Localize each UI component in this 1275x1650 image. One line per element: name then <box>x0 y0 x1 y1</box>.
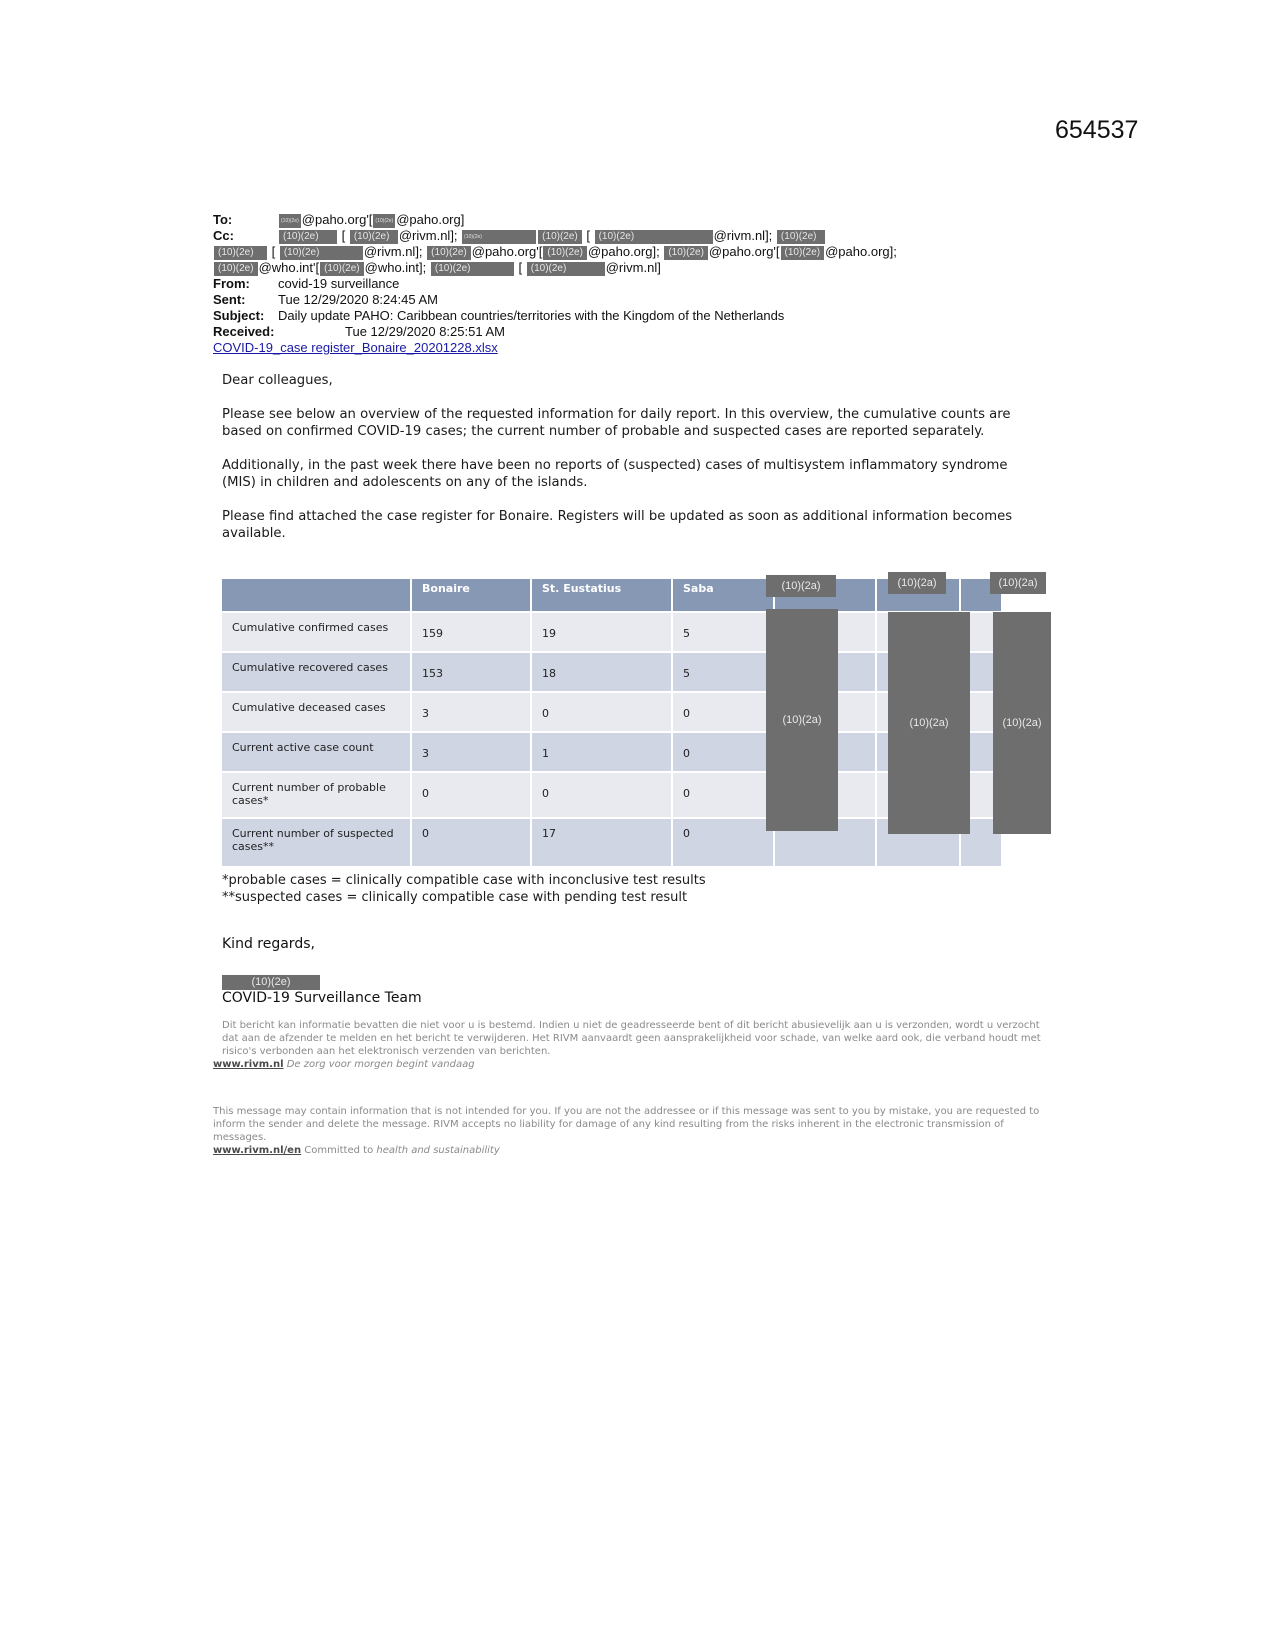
rivm-footer-en <box>213 1144 500 1157</box>
to-label: To: <box>213 212 233 227</box>
subject-line <box>213 308 993 324</box>
cc-address: @paho.org'[ <box>708 244 780 259</box>
to-line <box>213 212 993 228</box>
rivm-footer-nl <box>213 1058 475 1071</box>
cc-address: @rivm.nl]; <box>713 228 773 243</box>
column-header-st-eustatius: St. Eustatius <box>531 579 672 612</box>
cc-line-3: (10)(2e) @who.int'[ (10)(2e) @who.int]; (10)(2e) [ (10)(2e) @rivm.nl] <box>213 260 993 276</box>
redaction-block: (10)(2e) <box>462 230 536 244</box>
rivm-slogan-nl: De zorg voor morgen begint vandaag <box>286 1059 475 1070</box>
disclaimer-english <box>213 1105 1043 1144</box>
row-label: Current active case count <box>222 732 411 772</box>
cell-bonaire: 153 <box>411 652 531 692</box>
cell-st-eustatius: 19 <box>531 612 672 652</box>
paragraph-overview: Please see below an overview of the requested information for daily report. In this overview, the cumulative counts are based on confirmed COVID-19 cases; the current number of probable and suspected cases are reported separately. <box>222 407 1011 439</box>
redaction-header: (10)(2a) <box>888 572 946 594</box>
table-row <box>222 652 1002 692</box>
redaction-block: (10)(2e) <box>543 246 587 260</box>
cell-saba: 0 <box>672 772 774 818</box>
paragraph-mis: Additionally, in the past week there have been no reports of (suspected) cases of multisystem inflammatory syndrome (MIS) in children and adolescents on any of the islands. <box>222 458 1008 490</box>
cc-line-2: (10)(2e) [ (10)(2e) @rivm.nl]; (10)(2e) @paho.org'[ (10)(2e) @paho.org]; (10)(2e) @paho.org'[ (10)(2e) @paho.org]; <box>213 244 993 260</box>
from-value: covid-19 surveillance <box>278 276 400 291</box>
document-number: 654537 <box>1055 116 1139 144</box>
subject-label: Subject: <box>213 308 265 323</box>
to-address-1: @paho.org'[ <box>301 212 373 227</box>
redaction-block: (10)(2e) <box>214 262 258 276</box>
cell-saba: 0 <box>672 692 774 732</box>
column-header <box>222 579 411 612</box>
redaction-block: (10)(2e) <box>781 246 825 260</box>
cell-saba: 0 <box>672 818 774 866</box>
redaction-block: (10)(2e) <box>777 230 825 244</box>
row-label: Current number of probable cases* <box>222 772 411 818</box>
footnote-suspected: **suspected cases = clinically compatible case with pending test result <box>222 890 688 905</box>
attachment-link[interactable]: COVID-19_case register_Bonaire_20201228.xlsx <box>213 340 498 355</box>
row-label: Cumulative confirmed cases <box>222 612 411 652</box>
disclaimer-dutch <box>222 1019 1042 1058</box>
sent-label: Sent: <box>213 292 246 307</box>
from-line <box>213 276 993 292</box>
cell-st-eustatius: 17 <box>531 818 672 866</box>
cell-saba: 0 <box>672 732 774 772</box>
cell-bonaire: 3 <box>411 732 531 772</box>
cc-address: @who.int]; <box>364 260 427 275</box>
redaction-block: (10)(2e) <box>214 246 267 260</box>
to-address-2: @paho.org] <box>396 212 465 227</box>
cc-address: @paho.org]; <box>825 244 897 259</box>
received-line <box>213 324 993 340</box>
rivm-link[interactable]: www.rivm.nl <box>213 1059 284 1070</box>
redaction-block: (10)(2e) <box>664 246 708 260</box>
redaction-column: (10)(2a) <box>766 609 838 831</box>
subject-value: Daily update PAHO: Caribbean countries/territories with the Kingdom of the Netherlands <box>278 308 785 323</box>
from-label: From: <box>213 276 250 291</box>
disclaimer-english-text: This message may contain information that is not intended for you. If you are not the addressee or if this message was sent to you by mistake, you are requested to inform the sender and delete the message. RIVM accepts no liability for damage of any kind resulting from the risks inherent in the electronic transmission of messages. <box>213 1106 1040 1143</box>
disclaimer-dutch-text: Dit bericht kan informatie bevatten die niet voor u is bestemd. Indien u niet de geadresseerde bent of dit bericht abusievelijk aan u is verzonden, wordt u verzocht dat aan de afzender te melden en het bericht te verwijderen. Het RIVM aanvaardt geen aansprakelijkheid voor schade, van welke aard ook, die verband houdt met risico's verbonden aan het elektronisch verzenden van berichten. <box>222 1020 1041 1057</box>
signature-redaction: (10)(2e) <box>222 975 320 990</box>
cc-address: @paho.org'[ <box>471 244 543 259</box>
email-header <box>213 212 993 356</box>
rivm-slogan-en: health and sustainability <box>376 1145 500 1156</box>
cell-st-eustatius: 0 <box>531 692 672 732</box>
table-row <box>222 612 1002 652</box>
rivm-slogan-prefix: Committed to <box>304 1145 374 1156</box>
cc-address: @rivm.nl]; <box>363 244 423 259</box>
cell-bonaire: 0 <box>411 818 531 866</box>
redaction-block: (10)(2e) <box>427 246 471 260</box>
received-value: Tue 12/29/2020 8:25:51 AM <box>345 324 505 339</box>
cc-label: Cc: <box>213 228 234 243</box>
signature-team: COVID-19 Surveillance Team <box>222 990 422 1006</box>
redaction-block: (10)(2e) <box>279 214 301 228</box>
email-body <box>222 372 1042 542</box>
closing-regards: Kind regards, <box>222 936 315 952</box>
redaction-block: (10)(2e) <box>431 262 514 276</box>
sent-line <box>213 292 993 308</box>
redaction-header: (10)(2a) <box>990 572 1046 594</box>
table-footnotes <box>222 872 706 906</box>
redaction-column: (10)(2a) <box>993 612 1051 834</box>
redaction-header: (10)(2a) <box>766 575 836 597</box>
redaction-column: (10)(2a) <box>888 612 970 834</box>
redaction-block: (10)(2e) <box>527 262 605 276</box>
cell-st-eustatius: 0 <box>531 772 672 818</box>
redaction-block: (10)(2e) <box>350 230 398 244</box>
redaction-block: (10)(2e) <box>538 230 582 244</box>
cell-saba: 5 <box>672 612 774 652</box>
cc-address: @who.int'[ <box>258 260 320 275</box>
cell-saba: 5 <box>672 652 774 692</box>
cc-address: @rivm.nl] <box>605 260 661 275</box>
table-header-row <box>222 579 1002 612</box>
cell-bonaire: 0 <box>411 772 531 818</box>
paragraph-attachment: Please find attached the case register for Bonaire. Registers will be updated as soon as additional information becomes available. <box>222 509 1013 541</box>
row-label: Cumulative recovered cases <box>222 652 411 692</box>
redaction-block: (10)(2e) <box>373 214 395 228</box>
cell-bonaire: 3 <box>411 692 531 732</box>
column-header-bonaire: Bonaire <box>411 579 531 612</box>
cc-address: @rivm.nl]; <box>398 228 458 243</box>
cell-st-eustatius: 1 <box>531 732 672 772</box>
cc-address: @paho.org]; <box>587 244 660 259</box>
cell-st-eustatius: 18 <box>531 652 672 692</box>
case-table <box>222 579 1003 866</box>
column-header-saba: Saba <box>672 579 774 612</box>
redaction-block: (10)(2e) <box>320 262 364 276</box>
redaction-block: (10)(2e) <box>279 230 337 244</box>
table-row <box>222 772 1002 818</box>
table-row <box>222 818 1002 866</box>
redaction-block: (10)(2e) <box>595 230 713 244</box>
redaction-block: (10)(2e) <box>280 246 363 260</box>
footnote-probable: *probable cases = clinically compatible case with inconclusive test results <box>222 873 706 888</box>
row-label: Current number of suspected cases** <box>222 818 411 866</box>
rivm-en-link[interactable]: www.rivm.nl/en <box>213 1145 302 1156</box>
sent-value: Tue 12/29/2020 8:24:45 AM <box>278 292 438 307</box>
table-row <box>222 732 1002 772</box>
cc-line-1: Cc: (10)(2e) [ (10)(2e) @rivm.nl]; (10)(2e) (10)(2e) [ (10)(2e) @rivm.nl]; (10)(2e) <box>213 228 993 244</box>
cell-bonaire: 159 <box>411 612 531 652</box>
received-label: Received: <box>213 324 275 339</box>
greeting: Dear colleagues, <box>222 373 333 388</box>
row-label: Cumulative deceased cases <box>222 692 411 732</box>
table-row <box>222 692 1002 732</box>
